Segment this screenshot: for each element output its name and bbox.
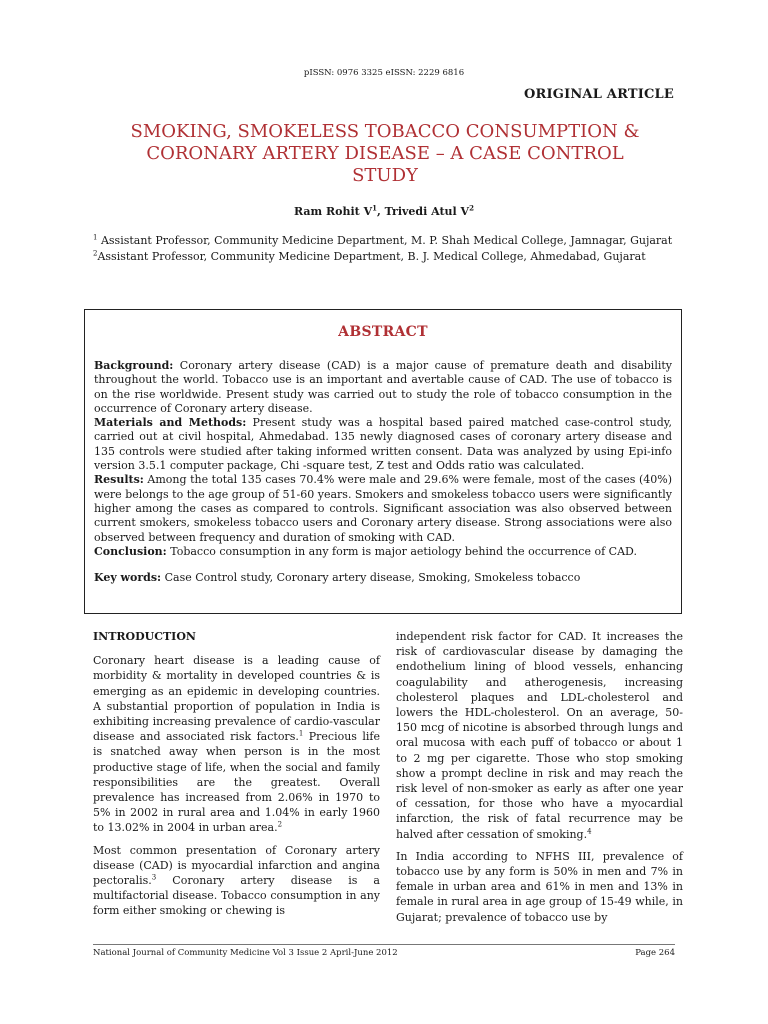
intro-paragraph-3 xyxy=(396,629,683,842)
citation-4: 4 xyxy=(587,826,592,835)
affil-1-mark: 1 xyxy=(93,233,98,242)
abstract-box xyxy=(84,309,682,614)
abstract-conclusion xyxy=(94,545,672,559)
abstract-heading: ABSTRACT xyxy=(338,324,428,340)
citation-3: 3 xyxy=(151,873,157,882)
background-text: Coronary artery disease (CAD) is a major cause of premature death and disability throughout the world. Tobacco use is an important and avertable cause of CAD. The use of tobacco is on the rise worldwide. Present study was carried out to study the role of tobacco consumption in the occurrence of Coronary artery disease. xyxy=(94,359,672,415)
intro-paragraph-1 xyxy=(93,653,380,835)
intro-p2-text-a: Most common presentation of Coronary artery disease (CAD) is myocardial infarction and angina pectoralis. xyxy=(93,843,380,888)
title-line-2: CORONARY ARTERY DISEASE – A CASE CONTROL xyxy=(146,143,624,164)
page-footer xyxy=(93,944,675,958)
affil-1-text: Assistant Professor, Community Medicine Department, M. P. Shah Medical College, Jamnagar, Gujarat xyxy=(97,234,673,247)
title-line-3: STUDY xyxy=(352,165,418,186)
abstract-results xyxy=(94,473,672,544)
conclusion-label: Conclusion: xyxy=(94,544,167,558)
footer-page-number: Page 264 xyxy=(635,948,675,958)
body-column-right xyxy=(396,629,683,932)
author-1-affil-mark: 1 xyxy=(372,203,377,213)
body-column-left xyxy=(93,629,380,926)
citation-1: 1 xyxy=(298,729,304,738)
methods-label: Materials and Methods: xyxy=(94,416,247,430)
abstract-keywords xyxy=(94,571,672,585)
intro-paragraph-4: In India according to NFHS III, prevalence of tobacco use by any form is 50% in men and 7% in female in urban area and 61% in men and 13% in female in rural area in age group of 15-49 while, in Gujarat; prevalence of tobacco use by xyxy=(396,849,683,924)
footer-journal: National Journal of Community Medicine Vol 3 Issue 2 April-June 2012 xyxy=(93,948,398,958)
introduction-heading: INTRODUCTION xyxy=(93,630,196,643)
author-2-affil-mark: 2 xyxy=(469,203,474,213)
author-list xyxy=(0,205,768,218)
issn-line: pISSN: 0976 3325 eISSN: 2229 6816 xyxy=(303,68,465,78)
citation-2: 2 xyxy=(277,820,283,829)
intro-p2-text-b: Coronary artery disease is a multifactorial disease. Tobacco consumption in any form either smoking or chewing is xyxy=(93,874,380,918)
intro-paragraph-2 xyxy=(93,843,380,919)
affiliations xyxy=(93,233,673,264)
author-separator: , xyxy=(377,205,385,218)
keywords-label: Key words: xyxy=(94,571,162,585)
affil-2-mark: 2 xyxy=(93,248,98,257)
conclusion-text: Tobacco consumption in any form is major aetiology behind the occurrence of CAD. xyxy=(166,544,637,558)
keywords-text: Case Control study, Coronary artery disease, Smoking, Smokeless tobacco xyxy=(161,571,581,585)
article-title xyxy=(95,121,675,187)
results-text: Among the total 135 cases 70.4% were male and 29.6% were female, most of the cases (40%) were belongs to the age group of 51-60 years. Smokers and smokeless tobacco users were significantly higher among the cases as compared to controls. Significant association was also observed between current smokers, smokeless tobacco users and Coronary artery disease. Strong associations were also observed between frequency and duration of smoking with CAD. xyxy=(94,473,672,544)
intro-p1-text-a: Coronary heart disease is a leading cause of morbidity & mortality in developed countries & is emerging as an epidemic in developing countries. A substantial proportion of population in India is exhibiting increasing prevalence of cardio-vascular disease and associated risk factors. xyxy=(93,654,380,744)
methods-text: Present study was a hospital based paired matched case-control study, carried out at civil hospital, Ahmedabad. 135 newly diagnosed cases of coronary artery disease and 135 controls were studied after taking informed written consent. Data was analyzed by using Epi-info version 3.5.1 computer package, Chi -square test, Z test and Odds ratio was calculated. xyxy=(94,416,673,473)
background-label: Background: xyxy=(94,359,174,372)
author-2: Trivedi Atul V xyxy=(384,205,470,218)
abstract-background xyxy=(94,359,672,416)
article-type-label: ORIGINAL ARTICLE xyxy=(523,87,674,102)
results-label: Results: xyxy=(94,473,144,487)
author-1: Ram Rohit V xyxy=(294,205,373,218)
title-line-1: SMOKING, SMOKELESS TOBACCO CONSUMPTION & xyxy=(130,121,640,142)
abstract-methods xyxy=(94,416,672,473)
intro-p3-text: independent risk factor for CAD. It increases the risk of cardiovascular disease by damaging the endothelium lining of blood vessels, enhancing coagulability and atherogenesis, increasing cholesterol plaques and LDL-cholesterol and lowers the HDL-cholesterol. On an average, 50-150 mcg of nicotine is absorbed through lungs and oral mucosa with each puff of tobacco or about 1 to 2 mg per cigarette. Those who stop smoking show a prompt decline in risk and may reach the risk level of non-smoker as early as after one year of cessation, for those who have a myocardial infarction, the risk of fatal recurrence may be halved after cessation of smoking. xyxy=(396,630,683,841)
intro-p1-text-b: Precious life is snatched away when person is in the most productive stage of life, when the social and family responsibilities are the greatest. Overall prevalence has increased from 2.06% in 1970 to 5% in 2002 in rural area and 1.04% in early 1960 to 13.02% in 2004 in urban area. xyxy=(93,730,380,835)
affil-2-text: Assistant Professor, Community Medicine Department, B. J. Medical College, Ahmedabad, Gujarat xyxy=(97,249,646,263)
